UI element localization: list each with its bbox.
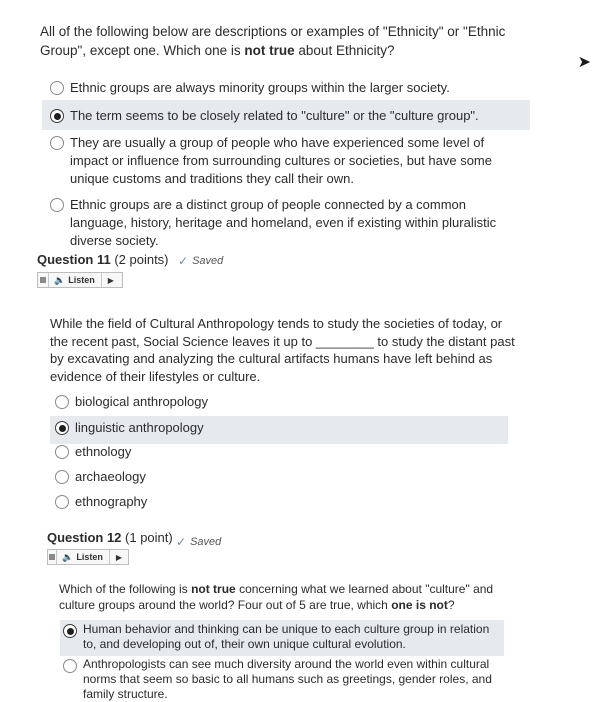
chevron-right-icon[interactable]: ➤ bbox=[577, 54, 591, 71]
question-11-prompt: While the field of Cultural Anthropology tends to study the societies of today, or the recent past, Social Science leaves it up to ________ to study the distant past by excavating and analyzing the cultural artifacts humans have left behind as evidence of their lifestyles or culture. bbox=[50, 316, 515, 384]
speaker-icon: 🔈 bbox=[54, 274, 66, 285]
radio-button[interactable] bbox=[63, 659, 77, 673]
q11-option-1[interactable]: linguistic anthropology bbox=[55, 419, 204, 437]
q11-option-2[interactable]: ethnology bbox=[55, 443, 131, 461]
question-11-listen-button[interactable]: 🔈 Listen ▶ bbox=[37, 272, 123, 288]
play-icon[interactable]: ▶ bbox=[107, 275, 114, 285]
q10-option-3[interactable]: Ethnic groups are a distinct group of people connected by a common language, history, heritage and homeland, even if existing within pluralistic diverse society. bbox=[50, 196, 520, 250]
checkmark-icon: ✓ bbox=[178, 254, 189, 268]
q12-option-0[interactable]: Human behavior and thinking can be unique to each culture group in relation to, and developing out of, their own unique cultural evolution. bbox=[63, 622, 498, 652]
q10-option-2[interactable]: They are usually a group of people who have experienced some level of impact or influence from surrounding cultures or societies, but have some unique customs and traditions they call their own. bbox=[50, 134, 520, 188]
question-12-prompt: Which of the following is not true concerning what we learned about "culture" and culture groups around the world? Four out of 5 are true, which one is not? bbox=[59, 582, 494, 612]
radio-button[interactable] bbox=[50, 136, 64, 150]
radio-button[interactable] bbox=[50, 81, 64, 95]
radio-button[interactable] bbox=[55, 495, 69, 509]
q11-option-3[interactable]: archaeology bbox=[55, 468, 146, 486]
menu-icon[interactable] bbox=[48, 550, 57, 564]
question-10-prompt: All of the following below are descriptions or examples of "Ethnicity" or "Ethnic Group", except one. Which one is not true about Ethnicity? bbox=[40, 24, 506, 58]
radio-button[interactable] bbox=[55, 470, 69, 484]
q11-option-0[interactable]: biological anthropology bbox=[55, 393, 208, 411]
radio-button[interactable] bbox=[50, 198, 64, 212]
radio-button[interactable] bbox=[55, 445, 69, 459]
play-icon[interactable]: ▶ bbox=[115, 552, 122, 562]
radio-button[interactable] bbox=[55, 395, 69, 409]
checkmark-icon: ✓ bbox=[176, 535, 187, 549]
q10-option-0[interactable]: Ethnic groups are always minority groups within the larger society. bbox=[50, 79, 520, 97]
radio-button-selected[interactable] bbox=[55, 421, 69, 435]
question-12-saved-status: ✓ Saved bbox=[176, 535, 222, 549]
radio-button-selected[interactable] bbox=[63, 624, 77, 638]
question-11-heading: Question 11 (2 points) bbox=[37, 252, 169, 267]
q11-option-4[interactable]: ethnography bbox=[55, 493, 147, 511]
question-12-heading: Question 12 (1 point) bbox=[47, 530, 173, 545]
q12-option-1[interactable]: Anthropologists can see much diversity around the world even within cultural norms that seem so basic to all humans such as greetings, gender roles, and family structure. bbox=[63, 657, 498, 702]
q10-option-1[interactable]: The term seems to be closely related to "culture" or the "culture group". bbox=[50, 107, 520, 125]
menu-icon[interactable] bbox=[38, 273, 49, 287]
radio-button-selected[interactable] bbox=[50, 109, 64, 123]
question-12-listen-button[interactable]: 🔈 Listen ▶ bbox=[47, 549, 129, 565]
question-11-saved-status: ✓ Saved bbox=[178, 254, 224, 268]
speaker-icon: 🔈 bbox=[62, 551, 74, 562]
